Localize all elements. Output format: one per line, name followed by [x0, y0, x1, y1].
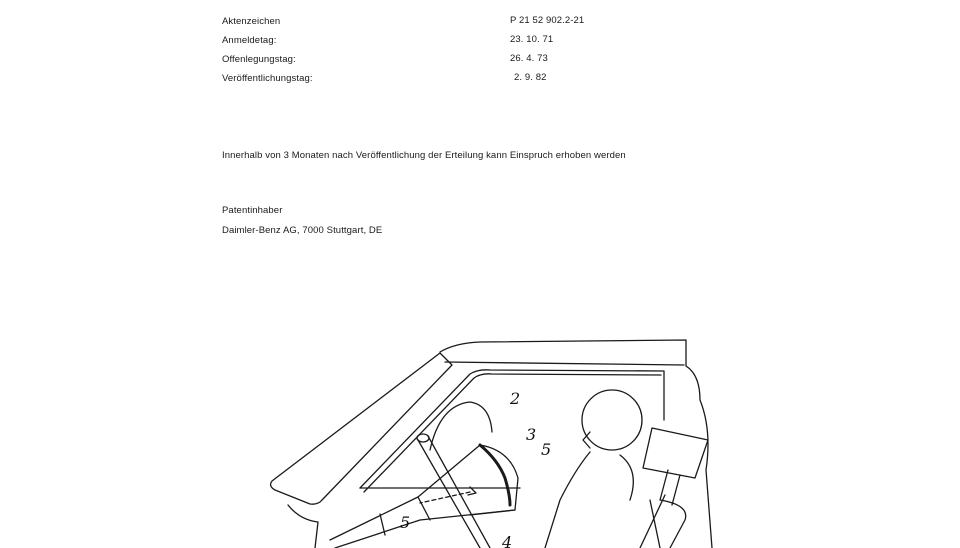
label-laid-open-date: Offenlegungstag: — [222, 54, 296, 65]
headrest — [643, 428, 708, 478]
roof-inner — [445, 362, 684, 365]
value-laid-open-date: 26. 4. 73 — [510, 53, 548, 64]
steering-column — [418, 436, 490, 548]
numeral-2: 2 — [510, 389, 521, 408]
occupant-head — [582, 390, 642, 450]
holder-name: Daimler-Benz AG, 7000 Stuttgart, DE — [222, 225, 383, 236]
window-frame — [360, 370, 664, 488]
holder-heading: Patentinhaber — [222, 205, 283, 216]
label-file-number: Aktenzeichen — [222, 16, 281, 27]
value-publication-date: 2. 9. 82 — [514, 72, 547, 83]
numeral-5-upper: 5 — [541, 440, 552, 459]
label-publication-date: Veröffentlichungstag: — [222, 73, 313, 84]
value-filing-date: 23. 10. 71 — [510, 34, 554, 45]
airbag — [430, 402, 492, 450]
numeral-5-lower: 5 — [400, 513, 411, 532]
cone — [330, 445, 515, 548]
value-file-number: P 21 52 902.2-21 — [510, 15, 585, 26]
numeral-3: 3 — [526, 425, 537, 444]
numeral-4: 4 — [502, 533, 513, 548]
opposition-notice: Innerhalb von 3 Monaten nach Veröffentlichung der Erteilung kann Einspruch erhoben werden — [222, 150, 626, 161]
label-filing-date: Anmeldetag: — [222, 35, 277, 46]
seat — [640, 470, 686, 548]
